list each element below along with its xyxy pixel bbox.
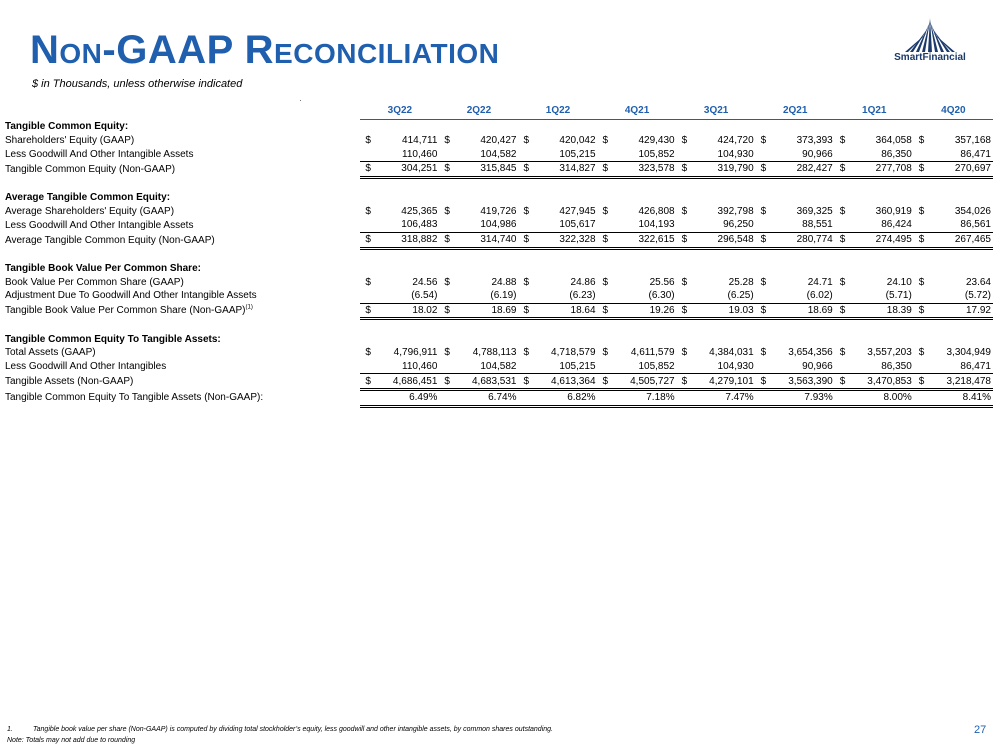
value-cell: 104,582 [480, 148, 517, 160]
column-header: 4Q20 [914, 101, 993, 120]
currency-symbol [360, 218, 371, 232]
currency-symbol [835, 218, 846, 232]
column-header: 4Q21 [598, 101, 677, 120]
currency-symbol: $ [835, 162, 846, 178]
currency-symbol [360, 147, 371, 161]
value-cell: 4,718,579 [551, 347, 596, 359]
currency-symbol: $ [360, 303, 371, 319]
row-label [5, 218, 360, 232]
row-label [5, 204, 360, 218]
currency-symbol [518, 390, 529, 407]
currency-symbol: $ [839, 135, 846, 147]
value-cell: 4,613,364 [529, 374, 597, 390]
row-label-text: Tangible Common Equity (Non-GAAP) [5, 163, 176, 175]
value-cell: 8.41% [925, 390, 993, 407]
section-title: Tangible Common Equity: [5, 121, 129, 133]
value-cell: 105,215 [559, 360, 596, 372]
currency-symbol: $ [518, 232, 529, 248]
value-cell: 314,827 [529, 162, 597, 178]
currency-symbol: $ [756, 303, 767, 319]
currency-symbol: $ [677, 232, 688, 248]
currency-symbol: $ [914, 162, 925, 178]
value-cell: (6.23) [569, 290, 596, 302]
value-cell: 18.64 [529, 303, 597, 319]
currency-symbol: $ [523, 135, 530, 147]
page-title: Non-GAAP Reconciliation [30, 28, 500, 72]
currency-symbol [914, 360, 925, 374]
table-row [5, 346, 993, 360]
value-cell: 4,505,727 [609, 374, 677, 390]
footnote [7, 726, 553, 733]
currency-symbol [914, 390, 925, 407]
table-row [5, 218, 993, 232]
currency-symbol: $ [602, 276, 609, 288]
currency-symbol: $ [681, 205, 688, 217]
currency-symbol [439, 360, 450, 374]
currency-symbol: $ [598, 303, 609, 319]
currency-symbol: $ [602, 205, 609, 217]
value-cell: 315,845 [450, 162, 518, 178]
value-cell: 277,708 [846, 162, 914, 178]
currency-symbol [439, 289, 450, 303]
value-cell: 86,471 [960, 148, 991, 160]
value-cell: 3,218,478 [925, 374, 993, 390]
value-cell: 18.02 [371, 303, 439, 319]
column-header: 3Q22 [360, 101, 439, 120]
value-cell: 23.64 [965, 276, 991, 288]
currency-symbol: $ [444, 135, 450, 147]
reconciliation-table [5, 101, 993, 408]
currency-symbol: $ [523, 347, 530, 359]
currency-symbol: $ [439, 232, 450, 248]
logo-mark-icon [905, 18, 955, 52]
section-header-row [5, 120, 993, 134]
currency-symbol: $ [598, 232, 609, 248]
currency-symbol: $ [518, 374, 529, 390]
currency-symbol [598, 147, 609, 161]
row-label [5, 275, 360, 289]
section-title: Tangible Book Value Per Common Share: [5, 262, 201, 274]
value-cell: (5.72) [964, 290, 991, 302]
value-cell: 90,966 [802, 360, 833, 372]
currency-symbol: $ [914, 374, 925, 390]
currency-symbol [360, 289, 371, 303]
value-cell: 4,611,579 [630, 347, 675, 359]
currency-symbol: $ [760, 205, 767, 217]
row-label [5, 232, 360, 248]
row-label [5, 289, 360, 303]
currency-symbol: $ [523, 276, 530, 288]
value-cell: 104,193 [638, 219, 675, 231]
row-label [5, 147, 360, 161]
value-cell: 373,393 [796, 135, 833, 147]
value-cell: 17.92 [925, 303, 993, 319]
value-cell: 314,740 [450, 232, 518, 248]
currency-symbol: $ [439, 162, 450, 178]
currency-symbol: $ [677, 374, 688, 390]
column-header: 1Q22 [518, 101, 597, 120]
currency-symbol: $ [444, 205, 450, 217]
currency-symbol [677, 147, 688, 161]
currency-symbol [439, 147, 450, 161]
value-cell: 369,325 [796, 205, 833, 217]
value-cell: 4,683,531 [450, 374, 518, 390]
value-cell: 105,215 [559, 148, 596, 160]
value-cell: 96,250 [723, 219, 754, 231]
currency-symbol: $ [756, 162, 767, 178]
section-header-row [5, 191, 993, 205]
value-cell: 364,058 [875, 135, 912, 147]
value-cell: 8.00% [846, 390, 914, 407]
row-label [5, 346, 360, 360]
currency-symbol: $ [365, 276, 371, 288]
currency-symbol [756, 390, 767, 407]
currency-symbol: $ [444, 347, 450, 359]
value-cell: 104,986 [480, 219, 517, 231]
value-cell: 18.69 [450, 303, 518, 319]
value-cell: 4,796,911 [393, 347, 438, 359]
value-cell: 420,427 [480, 135, 517, 147]
value-cell: 6.49% [371, 390, 439, 407]
value-cell: 267,465 [925, 232, 993, 248]
value-cell: 86,350 [881, 360, 912, 372]
value-cell: 24.71 [807, 276, 833, 288]
currency-symbol: $ [918, 276, 925, 288]
value-cell: 392,798 [717, 205, 754, 217]
currency-symbol: $ [439, 374, 450, 390]
table-row [5, 303, 993, 319]
value-cell: 105,617 [559, 219, 596, 231]
value-cell: 86,471 [960, 360, 991, 372]
currency-symbol [835, 360, 846, 374]
currency-symbol: $ [523, 205, 530, 217]
value-cell: 110,460 [402, 360, 438, 372]
value-cell: 7.18% [609, 390, 677, 407]
currency-symbol: $ [602, 347, 609, 359]
row-label [5, 390, 360, 407]
footnote-text: Tangible book value per share (Non-GAAP) is computed by dividing total stockholder’s equity, less goodwill and other intangible assets, by common shares outstanding. [33, 726, 553, 733]
currency-symbol [835, 147, 846, 161]
row-label-text: Average Shareholders' Equity (GAAP) [5, 205, 175, 217]
value-cell: 24.56 [412, 276, 438, 288]
currency-symbol: $ [918, 347, 925, 359]
row-label-text: Shareholders' Equity (GAAP) [5, 135, 135, 147]
currency-symbol: $ [681, 135, 688, 147]
value-cell: 322,615 [609, 232, 677, 248]
value-cell: 86,424 [881, 219, 912, 231]
value-cell: 296,548 [688, 232, 756, 248]
value-cell: 424,720 [717, 135, 754, 147]
currency-symbol [835, 390, 846, 407]
column-header: 3Q21 [677, 101, 756, 120]
table-row [5, 390, 993, 407]
value-cell: 4,279,101 [688, 374, 756, 390]
row-label-text: Less Goodwill And Other Intangible Assets [5, 148, 194, 160]
company-logo [885, 18, 975, 68]
currency-symbol: $ [681, 347, 688, 359]
value-cell: 105,852 [638, 360, 675, 372]
currency-symbol [360, 360, 371, 374]
currency-symbol: $ [918, 205, 925, 217]
value-cell: 357,168 [954, 135, 991, 147]
table-row [5, 147, 993, 161]
currency-symbol: $ [918, 135, 925, 147]
currency-symbol: $ [360, 374, 371, 390]
row-label [5, 134, 360, 148]
row-label-text: Book Value Per Common Share (GAAP) [5, 276, 184, 288]
currency-symbol: $ [839, 276, 846, 288]
value-cell: 104,930 [717, 360, 754, 372]
currency-symbol: $ [598, 162, 609, 178]
page-subtitle: $ in Thousands, unless otherwise indicated [32, 78, 243, 90]
value-cell: 323,578 [609, 162, 677, 178]
table-row [5, 360, 993, 374]
page-number: 27 [974, 724, 987, 736]
logo-text: SmartFinancial [894, 52, 966, 63]
currency-symbol [756, 218, 767, 232]
currency-symbol: $ [677, 303, 688, 319]
currency-symbol [835, 289, 846, 303]
value-cell: 19.03 [688, 303, 756, 319]
value-cell: 25.28 [728, 276, 754, 288]
value-cell: 24.10 [886, 276, 912, 288]
section-title: Tangible Common Equity To Tangible Assets: [5, 333, 221, 345]
currency-symbol: $ [835, 374, 846, 390]
currency-symbol: $ [439, 303, 450, 319]
value-cell: (6.54) [411, 290, 438, 302]
table-row [5, 289, 993, 303]
value-cell: 270,697 [925, 162, 993, 178]
value-cell: 429,430 [638, 135, 675, 147]
value-cell: 25.56 [649, 276, 675, 288]
value-cell: 90,966 [802, 148, 833, 160]
footnote-number: 1. [7, 726, 13, 733]
value-cell: 3,563,390 [767, 374, 835, 390]
value-cell: (6.25) [727, 290, 754, 302]
currency-symbol [598, 360, 609, 374]
value-cell: 18.69 [767, 303, 835, 319]
section-header-row [5, 332, 993, 346]
value-cell: 19.26 [609, 303, 677, 319]
currency-symbol: $ [839, 205, 846, 217]
currency-symbol: $ [365, 205, 371, 217]
value-cell: 304,251 [371, 162, 439, 178]
value-cell: 18.39 [846, 303, 914, 319]
currency-symbol [598, 289, 609, 303]
value-cell: 3,654,356 [788, 347, 833, 359]
value-cell: 6.74% [450, 390, 518, 407]
currency-symbol: $ [444, 276, 450, 288]
value-cell: 104,582 [480, 360, 517, 372]
column-header-row [5, 101, 993, 120]
value-cell: 282,427 [767, 162, 835, 178]
table-row [5, 374, 993, 390]
currency-symbol: $ [914, 232, 925, 248]
currency-symbol [518, 147, 529, 161]
value-cell: 322,328 [529, 232, 597, 248]
currency-symbol: $ [360, 162, 371, 178]
value-cell: 274,495 [846, 232, 914, 248]
value-cell: 420,042 [559, 135, 596, 147]
row-label [5, 374, 360, 390]
column-header: 1Q21 [835, 101, 914, 120]
currency-symbol: $ [518, 303, 529, 319]
value-cell: 3,304,949 [946, 347, 991, 359]
currency-symbol [677, 360, 688, 374]
value-cell: 4,384,031 [709, 347, 754, 359]
currency-symbol [756, 360, 767, 374]
currency-symbol: $ [760, 347, 767, 359]
section-header-row [5, 262, 993, 276]
footnote-marker: (1) [245, 305, 253, 312]
value-cell: 280,774 [767, 232, 835, 248]
currency-symbol [598, 390, 609, 407]
currency-symbol: $ [756, 374, 767, 390]
value-cell: 319,790 [688, 162, 756, 178]
currency-symbol [439, 390, 450, 407]
table-row [5, 204, 993, 218]
value-cell: 104,930 [717, 148, 754, 160]
value-cell: 318,882 [371, 232, 439, 248]
table-row [5, 162, 993, 178]
value-cell: 7.93% [767, 390, 835, 407]
header-label-cell [5, 101, 360, 120]
value-cell: 106,483 [401, 219, 438, 231]
value-cell: 3,470,853 [846, 374, 914, 390]
currency-symbol: $ [360, 232, 371, 248]
currency-symbol [677, 390, 688, 407]
row-label-text: Total Assets (GAAP) [5, 347, 96, 359]
row-label-text: Tangible Common Equity To Tangible Assets (Non-GAAP): [5, 392, 264, 404]
section-title: Average Tangible Common Equity: [5, 192, 171, 204]
value-cell: 110,460 [402, 148, 438, 160]
currency-symbol [439, 218, 450, 232]
value-cell: 425,365 [401, 205, 438, 217]
value-cell: 360,919 [875, 205, 912, 217]
row-label-text: Tangible Assets (Non-GAAP) [5, 376, 134, 388]
currency-symbol [360, 390, 371, 407]
row-label [5, 303, 360, 319]
table-row [5, 275, 993, 289]
currency-symbol: $ [914, 303, 925, 319]
row-label [5, 360, 360, 374]
value-cell: 426,808 [638, 205, 675, 217]
currency-symbol: $ [598, 374, 609, 390]
row-label-text: Less Goodwill And Other Intangibles [5, 361, 167, 373]
currency-symbol: $ [835, 303, 846, 319]
row-label-text: Adjustment Due To Goodwill And Other Intangible Assets [5, 290, 257, 302]
value-cell: 427,945 [559, 205, 596, 217]
value-cell: 4,788,113 [472, 347, 517, 359]
table-row [5, 232, 993, 248]
rounding-note: Note: Totals may not add due to rounding [7, 737, 136, 744]
row-label [5, 162, 360, 178]
value-cell: 86,561 [960, 219, 991, 231]
row-label-text: Less Goodwill And Other Intangible Assets [5, 219, 194, 231]
value-cell: 3,557,203 [867, 347, 912, 359]
currency-symbol: $ [681, 276, 688, 288]
currency-symbol: $ [756, 232, 767, 248]
value-cell: 414,711 [402, 135, 438, 147]
currency-symbol [518, 218, 529, 232]
currency-symbol [914, 147, 925, 161]
value-cell: 105,852 [638, 148, 675, 160]
value-cell: (6.19) [490, 290, 517, 302]
currency-symbol [914, 289, 925, 303]
value-cell: 86,350 [881, 148, 912, 160]
currency-symbol [914, 218, 925, 232]
currency-symbol [756, 289, 767, 303]
value-cell: 4,686,451 [371, 374, 439, 390]
value-cell: (6.30) [648, 290, 675, 302]
value-cell: 6.82% [529, 390, 597, 407]
value-cell: 7.47% [688, 390, 756, 407]
value-cell: 354,026 [954, 205, 991, 217]
currency-symbol: $ [518, 162, 529, 178]
value-cell: 24.88 [491, 276, 517, 288]
currency-symbol: $ [365, 135, 371, 147]
currency-symbol: $ [602, 135, 609, 147]
value-cell: (6.02) [806, 290, 833, 302]
currency-symbol: $ [835, 232, 846, 248]
currency-symbol [598, 218, 609, 232]
row-label-text: Average Tangible Common Equity (Non-GAAP) [5, 234, 215, 246]
value-cell: (5.71) [885, 290, 912, 302]
value-cell: 419,726 [480, 205, 517, 217]
currency-symbol: $ [760, 135, 767, 147]
currency-symbol [677, 289, 688, 303]
currency-symbol [756, 147, 767, 161]
currency-symbol: $ [760, 276, 767, 288]
currency-symbol: $ [677, 162, 688, 178]
table-row [5, 134, 993, 148]
currency-symbol: $ [839, 347, 846, 359]
currency-symbol [677, 218, 688, 232]
column-header: 2Q21 [756, 101, 835, 120]
currency-symbol [518, 360, 529, 374]
value-cell: 24.86 [570, 276, 596, 288]
row-label-text: Tangible Book Value Per Common Share (Non-GAAP) [5, 305, 246, 317]
currency-symbol [518, 289, 529, 303]
column-header: 2Q22 [439, 101, 518, 120]
value-cell: 88,551 [802, 219, 833, 231]
currency-symbol: $ [365, 347, 371, 359]
